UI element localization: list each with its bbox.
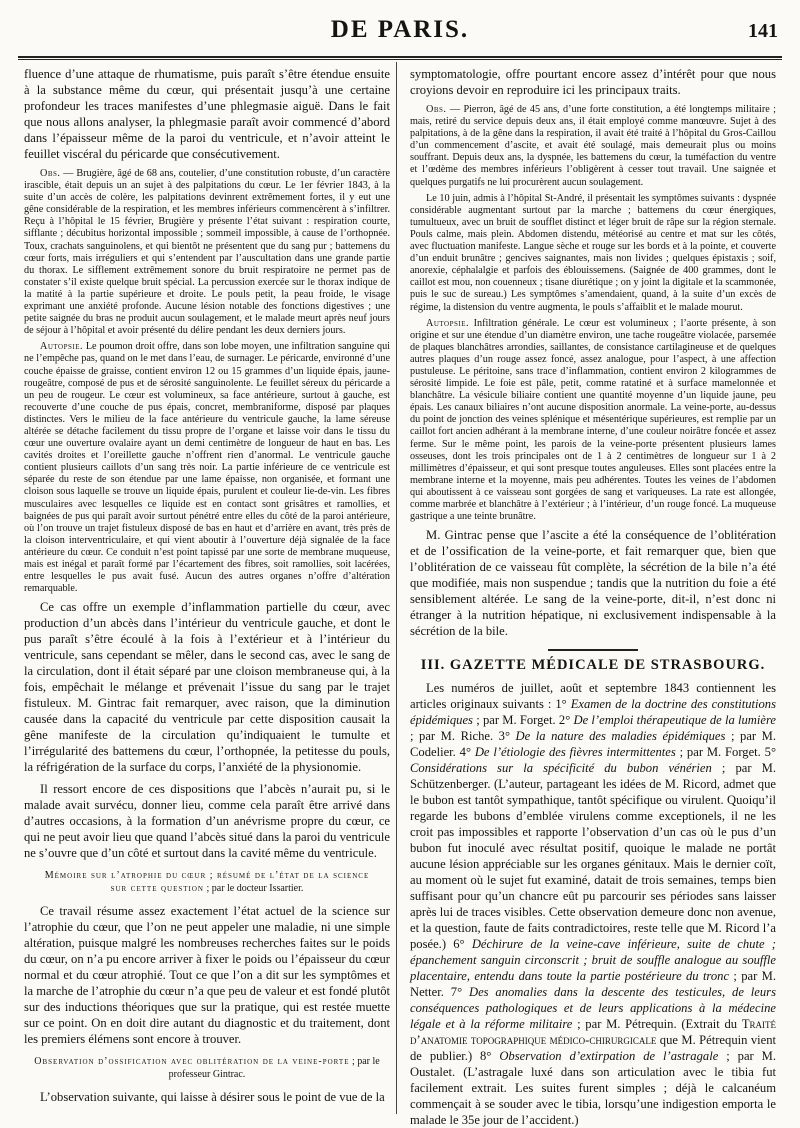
text-run: ; par M. Codelier. 4° xyxy=(410,728,777,759)
paragraph: M. Gintrac pense que l’ascite a été la conséquence de l’oblitération et de l’ossification de la veine-porte, et fait remarquer que, bien que l’oblitération de ce vaisseau fût complète, la sécrétion de la bile n’a été que modifiée, mais non suspendue ; tandis que la nutrition du foie a été sensiblement altérée. Le sang de la veine-porte, dit-il, n’est donc ni étranger à la nutrition hépatique, ni exclusivement indispensable à la sécrétion de la bile. xyxy=(410,528,776,639)
text-run: ; par M. Oustalet. (L’astragale luxé dans son articulation avec le tibia fut facilement extrait. Les suites furent simples ; déjà le calcanéum commençait à se souder avec le tibia, lorsqu’une indigestion emporta le malade le 35e jour de l’accident.) xyxy=(410,1048,777,1127)
paragraph: L’observation suivante, qui laisse à désirer sous le point de vue de la xyxy=(40,1090,385,1105)
heading-author: ; par le docteur Issartier. xyxy=(203,883,304,895)
article-title: Examen de la doctrine des constitutions épidémiques xyxy=(410,696,776,727)
header-rule xyxy=(18,56,782,58)
paragraph: symptomatologie, offre pourtant encore assez d’intérêt pour que nous croyions devoir en reproduire ici les principaux traits. xyxy=(410,67,776,97)
obs-label: Obs. xyxy=(40,168,61,179)
right-column xyxy=(410,66,777,1127)
text-run: ; par M. Riche. 3° xyxy=(410,728,516,743)
section-rule xyxy=(548,649,638,651)
text-run: ; par M. Schützenberger. (L’auteur, partageant les idées de M. Ricord, admet que le bubon est tantôt sympathique, tantôt spécifique ou virulent. Quoiqu’il regarde les bubons d’emblée virulens comme exceptionels, il ne les croit pas impossibles et rapporte l’observation d’un cas où le pus d’un bubon fut inoculé avec résultat positif, quoique le malade ne portât aucune lésion appréciable sur les organes génitaux. Mais le dernier coït, au moment où le sujet fut examiné, datait de trois semaines, temps bien suffisant pour qu’un chancre eût pu parcourir ses périodes sans laisser après lui de traces visibles. Cette observation demeure donc non avenue, et la question, faute de faits contradictoires, reste telle que M. Ricord l’a posée.) 6° xyxy=(410,760,776,951)
text-run: ; par M. Forget. 5° xyxy=(675,744,776,759)
text-run: Les numéros de juillet, août et septembre 1843 contiennent les articles originaux suivants : 1° xyxy=(410,680,776,711)
gazette-paragraph xyxy=(410,680,776,1128)
observation-pierron xyxy=(410,104,776,189)
autopsie-brugiere xyxy=(24,341,390,595)
heading-text: Observation d’ossification avec oblitération de la veine-porte xyxy=(34,1056,350,1068)
article-title: De l’emploi thérapeutique de la lumière xyxy=(573,712,776,727)
article-title: De la nature des maladies épidémiques xyxy=(515,728,726,743)
obs-text: — Pierron, âgé de 45 ans, d’une forte constitution, a été longtemps militaire ; mais, retiré du service depuis deux ans, il était employé comme manœuvre. Sujet à des palpitations, à de la gêne dans la respiration, il avait été traité à l’hôpital du Gros-Caillou d’un commencement d’ascite, et avait été soulagé, mais demeurait plus ou moins souffrant. Depuis deux ans, la dyspnée, les battemens du cœur, la tuméfaction du ventre et l’œdème des membres inférieurs l’obligèrent à cesser tout travail. Une saignée et quelques purgatifs ne lui procurèrent aucun soulagement. xyxy=(410,104,776,188)
section-heading-memoire xyxy=(24,869,390,895)
running-title: DE PARIS. xyxy=(330,16,470,43)
book-title: Traité d’anatomie topographique médico-chirurgicale xyxy=(410,1016,777,1047)
paragraph: Ce travail résume assez exactement l’état actuel de la science sur l’atrophie du cœur, que l’on ne peut appeler une maladie, ni une simple altération, puisque malgré les nombreuses recherches faites sur le poids du cœur, on n’a pu encore arriver à fixer le poids ou l’épaisseur du cœur normal et du cœur atrophié. Tout ce que l’on a dit sur les symptômes et la marche de l’atrophie du cœur n’a que peu de valeur et est fondé plutôt sur des inductions théoriques que sur la pratique, qui est restée muette sur ce point. On en doit dire autant du diagnostic et du traitement, dont les premiers élémens sont encore à trouver. xyxy=(24,904,390,1047)
article-title: Observation d’extirpation de l’astragale xyxy=(499,1048,719,1063)
paragraph: Ce cas offre un exemple d’inflammation partielle du cœur, avec production d’un abcès dans l’intérieur du ventricule gauche, et dont le pus paraît s’être écoulé à la fois à l’extérieur et à l’intérieur du ventricule, sans cependant se mêler, dans le second cas, avec le sang de la circulation, dont il était séparé par une cloison membraneuse qui, à la fois, empêchait le mélange et prévenait l’issue du sang par le trajet fistuleux. M. Gintrac fait remarquer, avec raison, que la diminution causée dans la capacité du ventricule par cette disposition causait la gêne manifeste de la circulation qu’indiquaient le tumulte et l’irrégularité des battemens du cœur, l’orthopnée, la petitesse du pouls, la réfrigération de la surface du corps, l’anxiété de la physionomie. xyxy=(24,600,390,775)
paragraph: fluence d’une attaque de rhumatisme, puis paraît s’être étendue ensuite à la substance même du cœur, qui présentait jusqu’à une certaine profondeur les traces manifestes d’une phlegmasie aiguë. Dans le fait que nous allons analyser, la phlegmasie paraît avoir commencé d’abord dans l’épaisseur même de la paroi du ventricule, et n’avoir atteint le feuillet viscéral du péricarde que consécutivement. xyxy=(24,67,390,161)
text-run: que M. Pétrequin vient de publier.) 8° xyxy=(410,1032,777,1063)
obs-text: — Brugière, âgé de 68 ans, coutelier, d’une constitution robuste, d’un caractère irascible, était depuis un an sujet à des palpitations du cœur. Le 1er février 1843, à la suite d’un accès de colère, les palpitations devinrent extrêmement fortes, il y eut une gêne considérable de la respiration, et les membres inférieurs commencèrent à s’infiltrer. Reçu à l’hôpital le 15 février, Brugière y présente l’état suivant : respiration courte, sifflante ; décubitus horizontal impossible ; sommeil impossible, à cause de l’orthopnée. Toux, crachats sanguinolens, et qui bientôt ne présentent que du sang pur ; battemens du cœur forts, mais irréguliers et qui s’entendent par l’auscultation dans une grande partie du thorax. Le sifflement extrêmement sonore du bruit respiratoire ne permet pas de constater s’il existe quelque bruit spécial. La percussion exercée sur le thorax indique de la matité à la partie supérieure et droite. Le pouls petit, la peau froide, le visage exprimant une anxiété profonde. Aucune lésion notable des fonctions digestives ; une petite saignée du bras ne produit aucun soulagement, et le malade meurt après neuf jours de séjour à l’hôpital et avoir présenté du délire pendant les deux derniers jours. xyxy=(24,168,390,337)
autopsie-label: Autopsie. xyxy=(426,317,470,329)
page-number: 141 xyxy=(748,20,778,42)
article-title: Considérations sur la spécificité du bubon vénérien xyxy=(410,760,712,775)
page-header xyxy=(0,0,800,60)
article-title: Déchirure de la veine-cave inférieure, suite de chute ; épanchement sanguin circonscrit ; bruit de souffle analogue au souffle placentaire, entendu dans toute la partie postérieure du tronc xyxy=(410,936,776,983)
heading-text: sur cette question xyxy=(110,883,204,895)
autopsie-text: Infiltration générale. Le cœur est volumineux ; l’aorte présente, à son origine et sur une étendue d’un diamètre environ, une tache rougeâtre violacée, parsemée de plaques blanchâtres arrondies, saillantes, de consistance cartilagineuse et de quelques autres plaques d’un rouge assez foncé, assez analogue, pour l’aspect, à une affection pustuleuse. Le péritoine, sans trace d’inflammation, contient environ 2 kilogrammes de sérosité limpide. Le foie est pâle, petit, comme ratatiné et à surface mamelonnée et blanchâtre. La vésicule biliaire contient une quantité moyenne d’un liquide jaune, peu épais. Les canaux biliaires n’ont aucune disposition anormale. La veine-porte, au-dessus du point de jonction des veines splénique et mésentérique supérieures, est remplie par un caillot fort ancien adhérant à la membrane interne, d’une couleur noirâtre foncée et assez ferme. Sur le même point, les parois de la veine-porte présentent plusieurs lames osseuses, dont les trois principales ont de 1 à 2 centimètres de longueur sur 1 à 2 millimètres d’épaisseur, et qui sont presque toutes anguleuses. Elles sont placées entre la membrane interne et la moyenne, mais peu adhérentes. Toutes les veines de l’abdomen qui aboutissent à ce vaisseau sont gorgées de sang et variqueuses. La rate est allongée, comme marbrée et blanchâtre à l’extérieur ; à l’intérieur, d’un rouge foncé. La muqueuse gastrique a une teinte brunâtre. xyxy=(410,317,776,523)
autopsie-text: Le poumon droit offre, dans son lobe moyen, une infiltration sanguine qui ne l’empêche pas, quand on le met dans l’eau, de surnager. Le péricarde, environné d’une couche épaisse de graisse, contient environ 12 ou 15 grammes d’un liquide épais, jaune-rougeâtre, composé de pus et de sérosité sanguinolente. Le feuillet séreux du péricarde a un peu de rougeur. Le cœur est volumineux, sa face antérieure, surtout à gauche, est recouverte d’une couche de pus épais, concret, membraniforme, disposé par plaques distinctes. Vers le milieu de la face antérieure du ventricule gauche, la lame séreuse altérée se détache facilement du tissu propre de l’organe et laisse voir dans le tissu du cœur une ouverture ovalaire ayant un demi centimètre de longueur de haut en bas. Les cavités droites et l’oreillette gauche n’offrent rien d’anormal. Le ventricule gauche contient plusieurs caillots d’un sang très noir. La partie inférieure de ce ventricule est séparée du reste de son étendue par une lame épaisse, non organisée, et formant une cloison sous laquelle se trouve un liquide épais, purulent et couleur lie-de-vin. Les fibres musculaires avec lesquelles ce liquide est en contact sont grisâtres et ramollies, et baignées de pus qui paraît avoir surtout pénétré entre elles du côté de la paroi antérieure, où l’on trouve un trajet fistuleux disposé de bas en haut et d’arrière en avant, très près de la cloison interventriculaire, et qui vient aboutir à l’ouverture déjà signalée de la face antérieure du cœur. Ce conduit n’est point tapissé par une sorte de membrane muqueuse, mais est inégal et paraît formé par l’écartement des fibres, soit ramollies, soit lacérées, entre lesquelles le pus avait fusé. Aucun des autres organes n’offre d’altération remarquable. xyxy=(24,341,390,595)
column-divider xyxy=(396,62,397,1114)
paragraph: Le 10 juin, admis à l’hôpital St-André, il présentait les symptômes suivants : dyspnée considérable augmentant surtout par la marche ; battemens du cœur énergiques, tumultueux, avec un bruit de soufflet distinct et léger bruit de râpe sur la région sternale. Pouls calme, mais plein. Abdomen distendu, météorisé au centre et mat sur les côtés, avec fluctuation manifeste. Langue sèche et rouge sur les bords et à la pointe, et couverte d’un enduit brunâtre ; gencives saignantes, mais non livides ; quelques épistaxis ; soif, anorexie, céphalalgie et parfois des éblouissemens. (Saignée de 400 grammes, dont le caillot est mou, non couenneux ; tisane diurétique ; on y joint la digitale et la scammonée, puis le suc de sureau.) Les symptômes s’amendaient, quand, à la suite d’un excès de régime, la distension du ventre augmenta, le pouls s’affaiblit et le malade mourut. xyxy=(410,192,776,313)
section-heading-ossification xyxy=(24,1055,390,1081)
text-run: ; par M. Forget. 2° xyxy=(472,712,574,727)
heading-text: Mémoire sur l’atrophie du cœur ; résumé de l’état de la science xyxy=(44,870,370,882)
autopsie-label: Autopsie. xyxy=(40,341,84,353)
autopsie-pierron xyxy=(410,318,776,524)
observation-brugiere xyxy=(24,168,390,337)
obs-label: Obs. xyxy=(426,104,447,115)
heading-author: ; par le professeur Gintrac. xyxy=(168,1056,380,1081)
paragraph: Il ressort encore de ces dispositions que l’abcès n’aurait pu, si le malade avait survécu, donner lieu, comme cela paraît être arrivé dans d’autres occasions, à la formation d’un anévrisme propre du cœur, ce qui ne peut avoir lieu que quand l’abcès situé dans la paroi du ventricule ne s’ouvre que d’un côté et surtout dans la cavité même du ventricule. xyxy=(24,782,390,861)
left-column xyxy=(24,66,390,1112)
text-run: ; par M. Pétrequin. (Extrait du xyxy=(572,1016,742,1031)
article-title: Des anomalies dans la descente des testicules, de leurs conséquences pathologiques et de leurs applications à la médecine légale et à la réforme militaire xyxy=(410,984,776,1031)
text-run: ; par M. Netter. 7° xyxy=(410,968,777,999)
header-rule-thin xyxy=(18,59,782,60)
gazette-title: III. GAZETTE MÉDICALE DE STRASBOURG. xyxy=(420,657,766,674)
article-title: De l’étiologie des fièvres intermittentes xyxy=(474,744,676,759)
